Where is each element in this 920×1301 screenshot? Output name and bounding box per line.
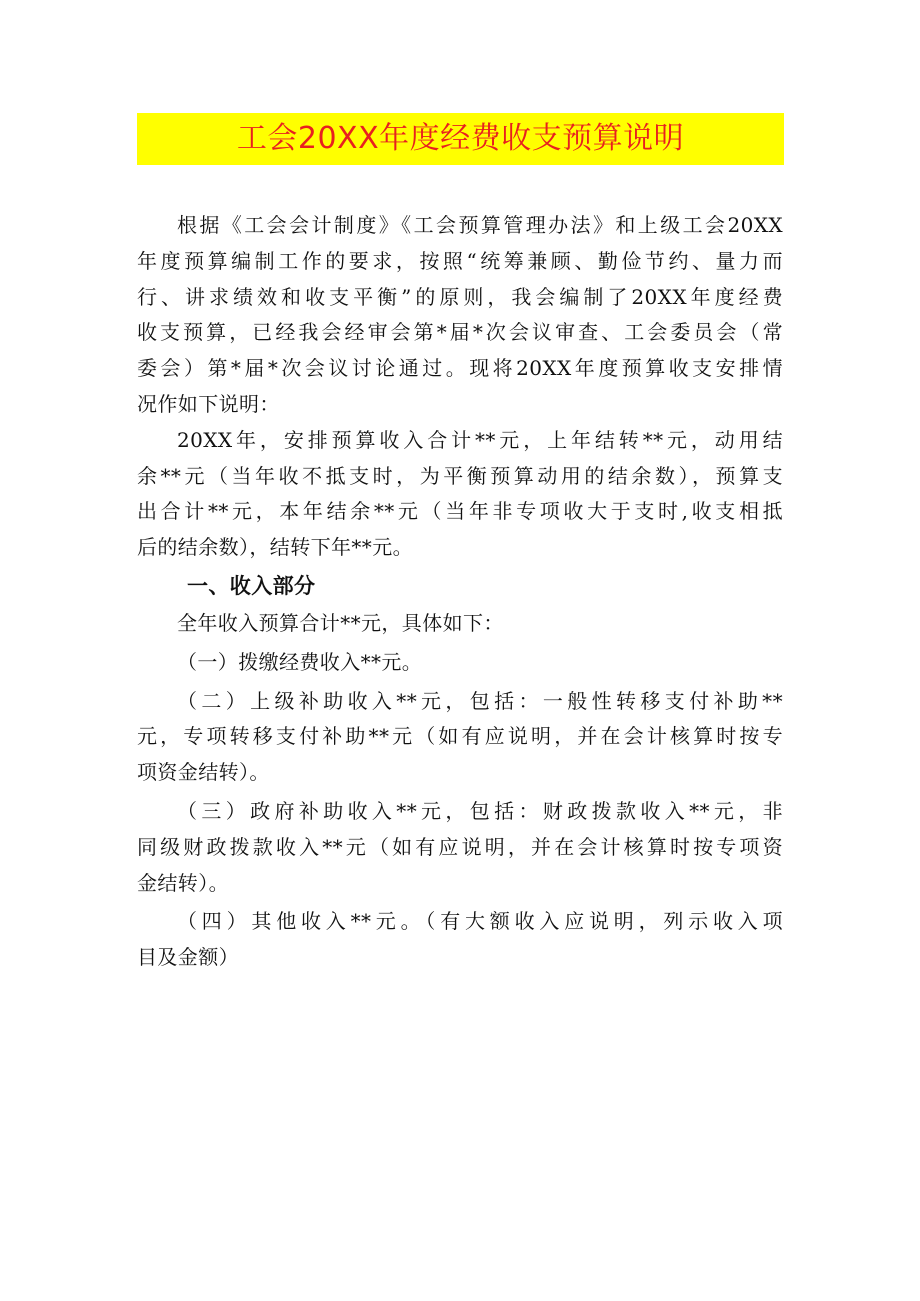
paragraph-line: 余**元（当年收不抵支时，为平衡预算动用的结余数），预算支 bbox=[137, 463, 783, 488]
paragraph-line: 行、讲求绩效和收支平衡”的原则，我会编制了20XX年度经费 bbox=[137, 284, 783, 309]
paragraph-line: （一）拨缴经费收入**元。 bbox=[177, 649, 423, 674]
paragraph-line: 出合计**元，本年结余**元（当年非专项收大于支时,收支相抵 bbox=[137, 499, 783, 524]
income-item-1 bbox=[137, 645, 783, 681]
section-heading-income: 一、收入部分 bbox=[187, 573, 316, 598]
paragraph-line: 后的结余数），结转下年**元。 bbox=[137, 535, 413, 560]
paragraph-line: 金结转）。 bbox=[137, 870, 229, 895]
document-body bbox=[137, 208, 783, 976]
income-item-4 bbox=[137, 904, 783, 976]
paragraph-line: 元，专项转移支付补助**元（如有应说明，并在会计核算时按专 bbox=[137, 724, 783, 749]
income-item-3 bbox=[137, 794, 783, 901]
paragraph-line: 委会）第*届*次会议讨论通过。现将20XX年度预算收支安排情 bbox=[137, 356, 783, 381]
paragraph-line: （四）其他收入**元。（有大额收入应说明，列示收入项 bbox=[177, 909, 783, 934]
paragraph-line: 年度预算编制工作的要求，按照“统筹兼顾、勤俭节约、量力而 bbox=[137, 248, 783, 273]
paragraph-line: 同级财政拨款收入**元（如有应说明，并在会计核算时按专项资 bbox=[137, 834, 783, 859]
paragraph-line: （二）上级补助收入**元，包括：一般性转移支付补助** bbox=[177, 688, 783, 713]
paragraph-line: 收支预算，已经我会经审会第*届*次会议审查、工会委员会（常 bbox=[137, 320, 783, 345]
paragraph-line: 全年收入预算合计**元，具体如下： bbox=[177, 610, 504, 635]
paragraph-line: 目及金额） bbox=[137, 945, 239, 970]
paragraph-line: （三）政府补助收入**元，包括：财政拨款收入**元，非 bbox=[177, 798, 783, 823]
title-highlight-band bbox=[137, 113, 784, 165]
income-item-2 bbox=[137, 684, 783, 791]
paragraph-intro bbox=[137, 208, 783, 423]
paragraph-line: 况作如下说明： bbox=[137, 391, 280, 416]
income-total bbox=[137, 606, 783, 642]
paragraph-line: 项资金结转）。 bbox=[137, 760, 270, 785]
paragraph-line: 根据《工会会计制度》《工会预算管理办法》和上级工会20XX bbox=[177, 213, 783, 237]
document-title: 工会20XX年度经费收支预算说明 bbox=[236, 121, 685, 156]
paragraph-summary bbox=[137, 423, 783, 566]
paragraph-line: 20XX年，安排预算收入合计**元，上年结转**元，动用结 bbox=[177, 427, 783, 452]
